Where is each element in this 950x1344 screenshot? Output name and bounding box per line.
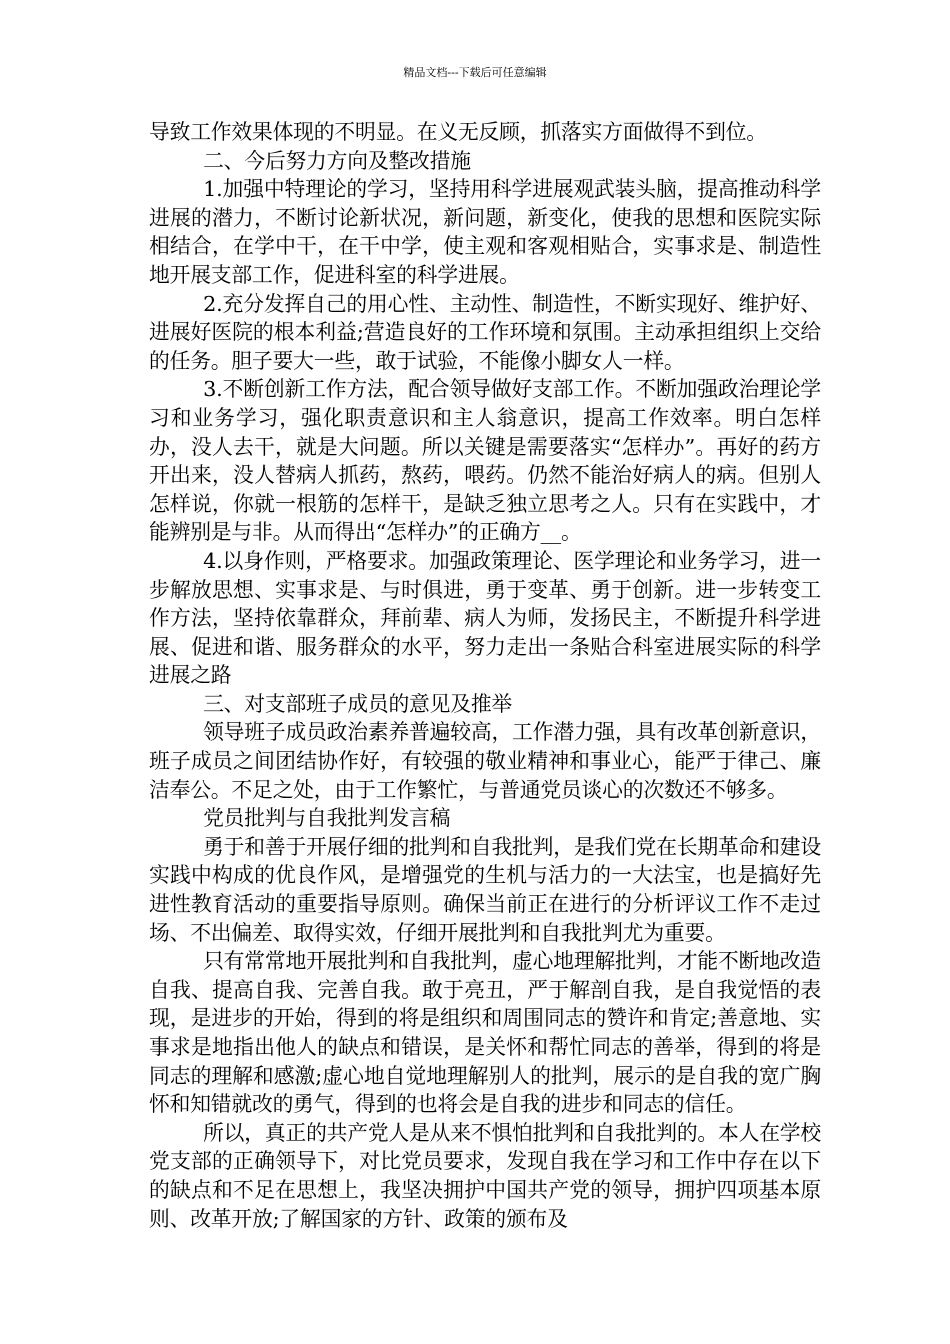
paragraph-item-2: 2.充分发挥自己的用心性、主动性、制造性，不断实现好、维护好、进展好医院的根本利益;营造良好的工作环境和氛围。主动承担组织上交给的任务。胆子要大一些，敢于试验，不能像小脚女人一样。 — [149, 291, 821, 373]
paragraph-item-1: 1.加强中特理论的学习，坚持用科学进展观武装头脑，提高推动科学进展的潜力，不断讨论新状况，新问题，新变化，使我的思想和医院实际相结合，在学中干，在干中学，使主观和客观相贴合，实事求是、制造性地开展支部工作，促进科室的科学进展。 — [149, 177, 821, 287]
section-heading-3: 三、对支部班子成员的意见及推举 — [203, 691, 513, 716]
paragraph-criticism-3: 所以，真正的共产党人是从来不惧怕批判和自我批判的。本人在学校党支部的正确领导下，对比党员要求，发现自我在学习和工作中存在以下的缺点和不足在思想上，我坚决拥护中国共产党的领导，拥护四项基本原则、改革开放;了解国家的方针、政策的颁布及 — [149, 1120, 821, 1231]
paragraph-item-4: 4.以身作则，严格要求。加强政策理论、医学理论和业务学习，进一步解放思想、实事求是、与时俱进，勇于变革、勇于创新。进一步转变工作方法，坚持依靠群众，拜前辈、病人为师，发扬民主，不断提升科学进展、促进和谐、服务群众的水平，努力走出一条贴合科室进展实际的科学进展之路 — [149, 548, 821, 688]
paragraph-criticism-1: 勇于和善于开展仔细的批判和自我批判，是我们党在长期革命和建设实践中构成的优良作风，是增强党的生机与活力的一大法宝，也是搞好先进性教育活动的重要指导原则。确保当前正在进行的分析评议工作不走过场、不出偏差、取得实效，仔细开展批判和自我批判尤为重要。 — [149, 834, 821, 945]
paragraph-leadership: 领导班子成员政治素养普遍较高，工作潜力强，具有改革创新意识，班子成员之间团结协作好，有较强的敬业精神和事业心，能严于律己、廉洁奉公。不足之处，由于工作繁忙，与普通党员谈心的次数还不够多。 — [149, 720, 821, 802]
paragraph-item-3: 3.不断创新工作方法，配合领导做好支部工作。不断加强政治理论学习和业务学习，强化职责意识和主人翁意识，提高工作效率。明白怎样办，没人去干，就是大问题。所以关键是需要落实“怎样办”。再好的药方开出来，没人替病人抓药，熬药，喂药。仍然不能治好病人的病。但别人怎样说，你就一根筋的怎样干，是缺乏独立思考之人。只有在实践中，才能辨别是与非。从而得出“怎样办”的正确方__。 — [149, 377, 821, 545]
page-header: 精品文档---下载后可任意编辑 — [403, 66, 547, 79]
section-heading-2: 二、今后努力方向及整改措施 — [203, 148, 471, 173]
paragraph-criticism-2: 只有常常地开展批判和自我批判，虚心地理解批判，才能不断地改造自我、提高自我、完善自我。敢于亮丑，严于解剖自我，是自我觉悟的表现，是进步的开始，得到的将是组织和周围同志的赞许和肯定;善意地、实事求是地指出他人的缺点和错误，是关怀和帮忙同志的善举，得到的将是同志的理解和感激;虚心地自觉地理解别人的批判，展示的是自我的宽广胸怀和知错就改的勇气，得到的也将会是自我的进步和同志的信任。 — [149, 949, 821, 1117]
document-body — [149, 118, 821, 1233]
paragraph-continued: 导致工作效果体现的不明显。在义无反顾，抓落实方面做得不到位。 — [149, 120, 767, 144]
speech-title: 党员批判与自我批判发言稿 — [203, 806, 451, 831]
